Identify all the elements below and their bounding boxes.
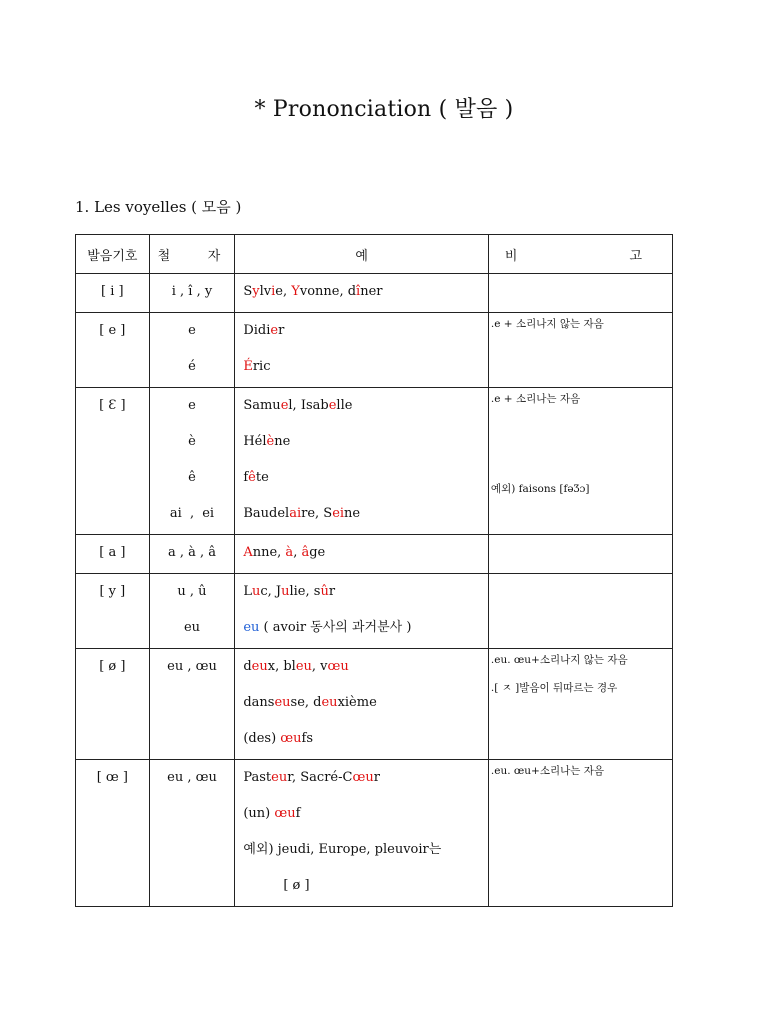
example-text: r <box>278 323 285 338</box>
header-spelling-a: 철 <box>157 248 171 264</box>
remark-cell <box>488 313 672 388</box>
table-row <box>76 760 673 907</box>
example-line <box>235 496 488 532</box>
example-text: vonne, d <box>299 284 357 299</box>
remark-cell <box>488 388 672 535</box>
spelling: eu , œu <box>167 770 217 785</box>
spelling: i , î , y <box>171 284 213 299</box>
example-text: lv <box>259 284 272 299</box>
table-row <box>76 313 673 388</box>
table-row <box>76 535 673 574</box>
table-row <box>76 274 673 313</box>
spelling: ê <box>188 470 196 485</box>
spelling: eu <box>183 620 201 635</box>
highlight-letters: y <box>252 284 260 299</box>
section-title: 1. Les voyelles ( 모음 ) <box>75 198 242 216</box>
example-line <box>235 574 488 610</box>
example-line <box>235 460 488 496</box>
example-text: [ ø ] <box>283 878 310 893</box>
example-line <box>235 313 488 349</box>
spelling-cell <box>149 574 235 649</box>
phonetic-symbol-cell <box>76 574 150 649</box>
remark-note: .eu. œu+소리나지 않는 자음 <box>490 654 628 666</box>
example-cell <box>235 760 489 907</box>
example-text: se, d <box>290 695 322 710</box>
example-text: lle <box>336 398 353 413</box>
table-row <box>76 649 673 760</box>
spelling: e <box>188 323 196 338</box>
highlight-letters: i <box>271 284 276 299</box>
example-text: r, Sacré-C <box>287 770 353 785</box>
highlight-letters: è <box>266 434 275 449</box>
phonetic-symbol: [ e ] <box>99 323 126 338</box>
example-cell <box>235 274 489 313</box>
highlight-letters: eu <box>274 695 291 710</box>
highlight-letters: u <box>281 584 290 599</box>
remark-note: .eu. œu+소리나는 자음 <box>490 765 605 777</box>
highlight-letters: u <box>251 584 261 599</box>
header-remark-a: 비 <box>504 248 518 264</box>
example-cell <box>235 649 489 760</box>
example-text: te <box>255 470 269 485</box>
example-text: x, bl <box>267 659 296 674</box>
highlight-letters: à <box>285 545 294 560</box>
phonetic-symbol-cell <box>76 649 150 760</box>
highlight-letters-blue: eu <box>243 620 260 635</box>
highlight-letters: Y <box>291 284 300 299</box>
example-text: c, J <box>260 584 282 599</box>
highlight-letters: eu <box>321 695 338 710</box>
spelling-cell <box>149 388 235 535</box>
phonetic-symbol-cell <box>76 388 150 535</box>
highlight-letters: ê <box>248 470 256 485</box>
example-text: , v <box>311 659 328 674</box>
remark-cell <box>488 574 672 649</box>
example-cell <box>235 313 489 388</box>
highlight-letters: e <box>270 323 279 338</box>
highlight-letters: œu <box>327 659 349 674</box>
header-remark-b: 고 <box>629 248 642 264</box>
phonetic-symbol: [ œ ] <box>96 770 128 785</box>
table-row <box>76 574 673 649</box>
phonetic-symbol: [ Ɛ ] <box>99 398 126 413</box>
example-line <box>235 649 488 685</box>
example-text: e, <box>275 284 292 299</box>
highlight-letters: ei <box>332 506 345 521</box>
example-text: Didi <box>243 323 271 338</box>
page-title: * Prononciation ( 발음 ) <box>254 97 514 122</box>
example-text: , <box>293 545 302 560</box>
highlight-letters: œu <box>280 731 302 746</box>
example-text: xième <box>337 695 377 710</box>
spelling: é <box>188 359 196 374</box>
example-line <box>235 721 488 757</box>
highlight-letters: eu <box>251 659 268 674</box>
example-text: l, Isab <box>288 398 329 413</box>
example-line <box>235 424 488 460</box>
example-text: dans <box>243 695 275 710</box>
example-line <box>235 868 488 904</box>
highlight-letters: eu <box>271 770 288 785</box>
spelling-cell <box>149 649 235 760</box>
phonetic-symbol: [ a ] <box>99 545 126 560</box>
highlight-letters: î <box>356 284 361 299</box>
phonetic-symbol-cell <box>76 313 150 388</box>
example-line <box>235 349 488 385</box>
example-text: Samu <box>243 398 281 413</box>
spelling: e <box>188 398 196 413</box>
phonetic-symbol-cell <box>76 535 150 574</box>
header-example: 예 <box>235 235 489 274</box>
phonetic-symbol-cell <box>76 274 150 313</box>
spelling-cell <box>149 274 235 313</box>
highlight-letters: û <box>320 584 329 599</box>
highlight-letters: A <box>243 545 253 560</box>
example-line <box>235 610 488 646</box>
highlight-letters: â <box>301 545 310 560</box>
example-text: ner <box>360 284 383 299</box>
example-line <box>235 388 488 424</box>
example-line <box>235 685 488 721</box>
remark-note: .e + 소리나는 자음 <box>490 393 581 405</box>
spelling: è <box>188 434 196 449</box>
example-line <box>235 535 488 571</box>
header-spelling-b: 자 <box>207 248 221 264</box>
example-text: f <box>243 470 249 485</box>
highlight-letters: œu <box>274 806 296 821</box>
example-text: fs <box>301 731 314 746</box>
phonetic-symbol: [ i ] <box>101 284 124 299</box>
example-line <box>235 832 488 868</box>
highlight-letters: É <box>243 359 253 374</box>
header-symbol: 발음기호 <box>76 235 150 274</box>
example-text: (un) <box>243 806 275 821</box>
example-line <box>235 274 488 310</box>
example-cell <box>235 574 489 649</box>
spelling-cell <box>149 313 235 388</box>
phonetic-symbol: [ y ] <box>99 584 126 599</box>
header-spelling <box>149 235 235 274</box>
example-text: re, S <box>301 506 333 521</box>
spelling: ai , ei <box>169 506 215 521</box>
example-text: ( avoir 동사의 과거분사 ) <box>259 620 412 635</box>
remark-note: .e + 소리나지 않는 자음 <box>490 318 604 330</box>
example-text: Past <box>243 770 272 785</box>
spelling-cell <box>149 535 235 574</box>
example-text: S <box>243 284 253 299</box>
example-cell <box>235 388 489 535</box>
example-text: (des) <box>243 731 281 746</box>
example-text: L <box>243 584 252 599</box>
example-text: ne <box>344 506 361 521</box>
phonetic-symbol: [ ø ] <box>99 659 126 674</box>
example-text: Baudel <box>243 506 290 521</box>
remark-cell <box>488 760 672 907</box>
remark-cell <box>488 274 672 313</box>
highlight-letters: eu <box>295 659 312 674</box>
highlight-letters: e <box>280 398 289 413</box>
table-header-row <box>76 235 673 274</box>
example-text: ne <box>274 434 291 449</box>
remark-note: 예외) faisons [fəƷɔ] <box>490 483 590 495</box>
vowel-table <box>75 234 673 907</box>
example-text: 예외) jeudi, Europe, pleuvoir는 <box>243 842 442 857</box>
remark-cell <box>488 535 672 574</box>
example-text: nne, <box>252 545 286 560</box>
remark-note: .[ ㅈ ]발음이 뒤따르는 경우 <box>490 682 618 694</box>
example-text: d <box>243 659 252 674</box>
table-row <box>76 388 673 535</box>
example-text: ge <box>309 545 326 560</box>
example-text: r <box>373 770 380 785</box>
highlight-letters: œu <box>352 770 374 785</box>
example-cell <box>235 535 489 574</box>
spelling: u , û <box>177 584 207 599</box>
spelling: a , à , â <box>167 545 216 560</box>
spelling-cell <box>149 760 235 907</box>
example-text: ric <box>252 359 271 374</box>
phonetic-symbol-cell <box>76 760 150 907</box>
remark-cell <box>488 649 672 760</box>
highlight-letters: e <box>328 398 337 413</box>
example-text: f <box>295 806 301 821</box>
example-text: Hél <box>243 434 267 449</box>
example-line <box>235 760 488 796</box>
header-remark <box>488 235 672 274</box>
example-text: lie, s <box>289 584 321 599</box>
example-line <box>235 796 488 832</box>
spelling: eu , œu <box>167 659 217 674</box>
example-text: r <box>328 584 336 599</box>
highlight-letters: ai <box>289 506 302 521</box>
